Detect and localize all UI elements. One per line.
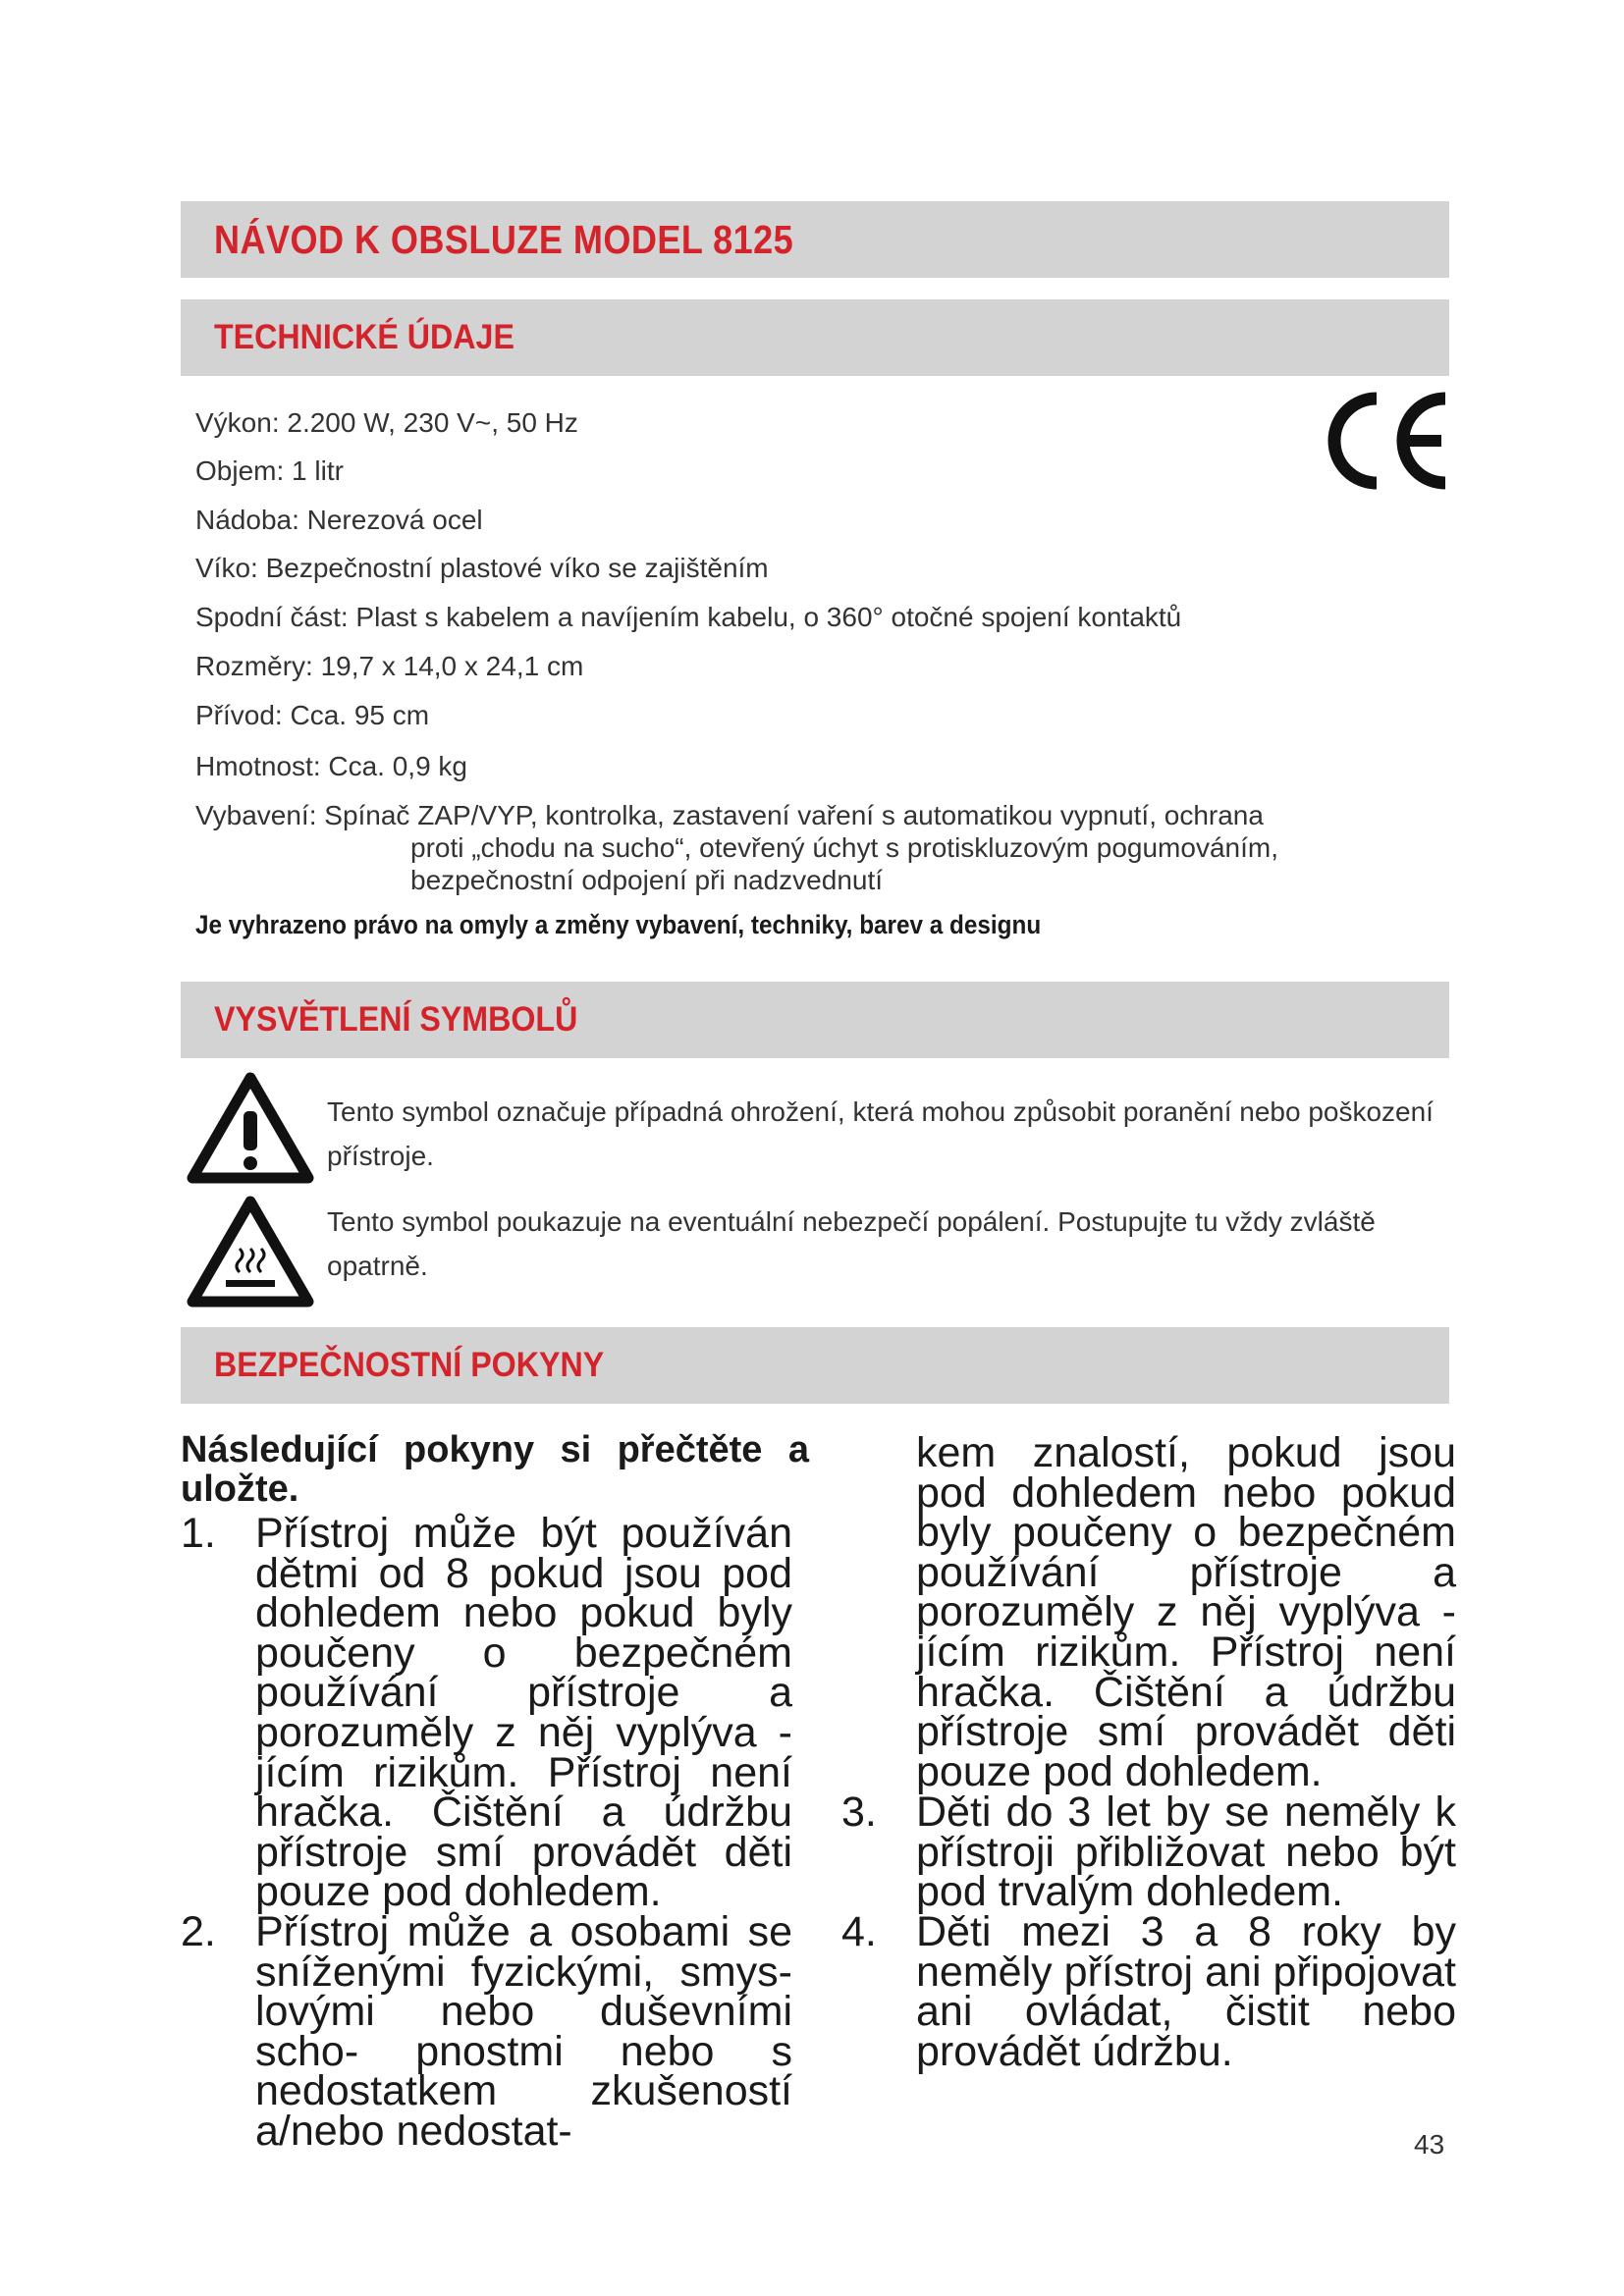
title-bar <box>181 201 1449 278</box>
spec-base: Spodní část: Plast s kabelem a navíjením kabelu, o 360° otočné spojení kontaktů <box>195 602 1182 632</box>
spec-dimensions: Rozměry: 19,7 x 14,0 x 24,1 cm <box>195 651 584 681</box>
safety-lead: Následující pokyny si přečtěte a uložte. <box>181 1429 809 1510</box>
page-number: 43 <box>1414 2129 1445 2160</box>
list-item-continuation: kem znalostí, pokud jsou pod dohledem nebo pokud byly poučeny o bezpečném používání přístroje a porozuměly z něj vyplýva - jícím rizikům. Přístroj není hračka. Čištění a údržbu přístroje smí provádět děti pouze pod dohledem. <box>916 1429 1456 1795</box>
page-title: NÁVOD K OBSLUZE MODEL 8125 <box>214 216 794 262</box>
item-number: 4. <box>841 1908 877 1955</box>
spec-weight: Hmotnost: Cca. 0,9 kg <box>195 751 468 781</box>
section-bar-symbols <box>181 982 1449 1058</box>
warning-triangle-icon <box>187 1072 314 1184</box>
list-item: Přístroj může a osobami se sníženými fyzickými, smys- lovými nebo duševními scho- pnostmi nebo s nedostatkem zkušeností a/nebo nedostat- <box>255 1908 792 2155</box>
spec-vessel: Nádoba: Nerezová ocel <box>195 505 483 535</box>
list-item: Přístroj může být používán dětmi od 8 pokud jsou pod dohledem nebo pokud byly poučeny o bezpečném používání přístroje a porozuměly z něj vyplýva - jícím rizikům. Přístroj není hračka. Čištění a údržbu přístroje smí provádět děti pouze pod dohledem. <box>255 1510 792 1916</box>
item-number: 2. <box>181 1908 216 1955</box>
spec-volume: Objem: 1 litr <box>195 455 344 486</box>
hot-surface-icon <box>187 1196 314 1308</box>
section-title-tech: TECHNICKÉ ÚDAJE <box>214 318 514 356</box>
ce-mark-icon <box>1322 389 1451 493</box>
spec-equipment: Vybavení: Spínač ZAP/VYP, kontrolka, zastavení vaření s automatikou vypnutí, ochrana <box>195 800 1264 830</box>
spec-equipment-line2: proti „chodu na sucho“, otevřený úchyt s protiskluzovým pogumováním, <box>410 832 1278 863</box>
section-bar-tech <box>181 299 1449 376</box>
spec-power: Výkon: 2.200 W, 230 V~, 50 Hz <box>195 407 578 438</box>
warning-symbol-text: Tento symbol označuje případná ohrožení, která mohou způsobit poranění nebo poškození přístroje. <box>327 1096 1434 1171</box>
item-number: 3. <box>841 1789 877 1836</box>
section-bar-safety <box>181 1327 1449 1404</box>
spec-lid: Víko: Bezpečnostní plastové víko se zajištěním <box>195 553 769 583</box>
item-number: 1. <box>181 1510 216 1557</box>
list-item: Děti do 3 let by se neměly k přístroji přibližovat nebo být pod trvalým dohledem. <box>916 1789 1456 1916</box>
hot-symbol-text: Tento symbol poukazuje na eventuální nebezpečí popálení. Postupujte tu vždy zvláště opatrně. <box>327 1206 1376 1281</box>
list-item: Děti mezi 3 a 8 roky by neměly přístroj ani připojovat ani ovládat, čistit nebo provádět údržbu. <box>916 1908 1456 2075</box>
spec-equipment-line3: bezpečnostní odpojení při nadzvednutí <box>410 865 884 895</box>
section-title-safety: BEZPEČNOSTNÍ POKYNY <box>214 1346 605 1384</box>
section-title-symbols: VYSVĚTLENÍ SYMBOLŮ <box>214 1000 578 1039</box>
disclaimer-note: Je vyhrazeno právo na omyly a změny vybavení, techniky, barev a designu <box>195 910 1042 939</box>
spec-cord: Přívod: Cca. 95 cm <box>195 700 430 730</box>
